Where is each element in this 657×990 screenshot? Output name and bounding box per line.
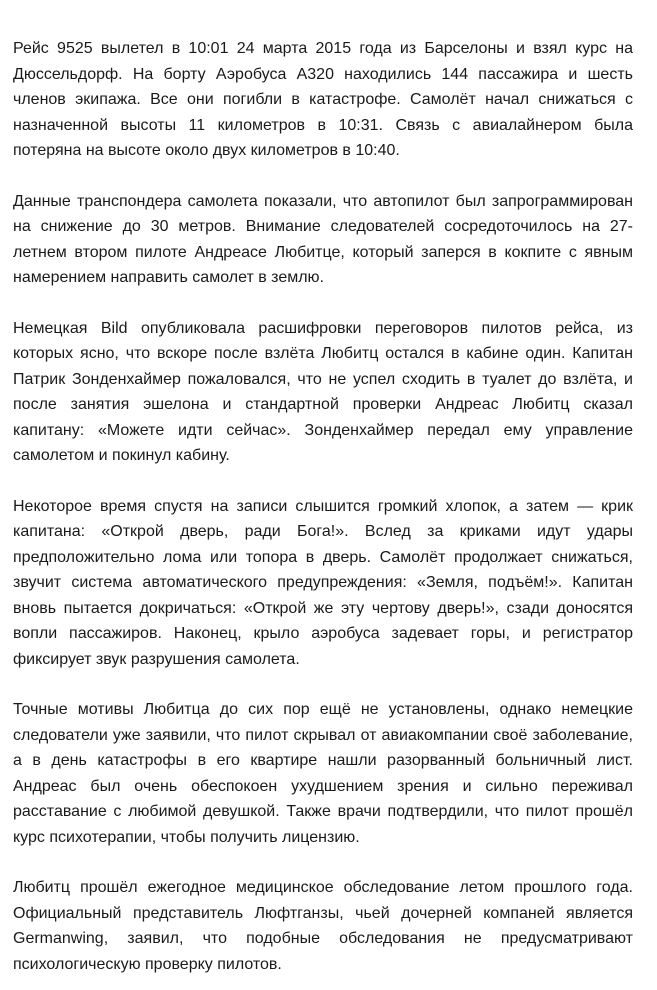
paragraph-medical-examination: Любитц прошёл ежегодное медицинское обследование летом прошлого года. Официальный представитель Люфтганзы, чьей дочерней компаней является Germanwing, заявил, что подобные обследования не предусматривают психологическую проверку пилотов. [13, 879, 633, 973]
paragraph-transponder-data: Данные транспондера самолета показали, что автопилот был запрограммирован на снижение до 30 метров. Внимание следователей сосредоточилось на 27-летнем втором пилоте Андреасе Любитце, который заперся в кокпите с явным намерением направить самолет в землю. [13, 192, 633, 286]
paragraph-flight-details: Рейс 9525 вылетел в 10:01 24 марта 2015 года из Барселоны и взял курс на Дюссельдорф. На борту Аэробуса А320 находились 144 пассажира и шесть членов экипажа. Все они погибли в катастрофе. Самолёт начал снижаться с назначенной высоты 11 километров в 10:31. Связь с авиалайнером была потеряна на высоте около двух километров в 10:40. [13, 40, 633, 159]
paragraph-recording-events: Некоторое время спустя на записи слышится громкий хлопок, а затем — крик капитана: «Открой дверь, ради Бога!». Вслед за криками идут удары предположительно лома или топора в дверь. Самолёт продолжает снижаться, звучит система автоматического предупреждения: «Земля, подъём!». Капитан вновь пытается докричаться: «Открой же эту чертову дверь!», сзади доносятся вопли пассажиров. Наконец, крыло аэробуса задевает горы, и регистратор фиксирует звук разрушения самолета. [13, 497, 633, 668]
paragraph-cockpit-transcripts: Немецкая Bild опубликовала расшифровки переговоров пилотов рейса, из которых ясно, что вскоре после взлёта Любитц остался в кабине один. Капитан Патрик Зонденхаймер пожаловался, что не успел сходить в туалет до взлёта, и после занятия эшелона и стандартной проверки Андреас Любитц сказал капитану: «Можете идти сейчас». Зонденхаймер передал ему управление самолетом и покинул кабину. [13, 319, 633, 464]
paragraph-motives: Точные мотивы Любитца до сих пор ещё не установлены, однако немецкие следователи уже заявили, что пилот скрывал от авиакомпании своё заболевание, а в день катастрофы в его квартире нашли разорванный больничный лист. Андреас был очень обеспокоен ухудшением зрения и сильно переживал расставание с любимой девушкой. Также врачи подтвердили, что пилот прошёл курс психотерапии, чтобы получить лицензию. [13, 701, 633, 846]
